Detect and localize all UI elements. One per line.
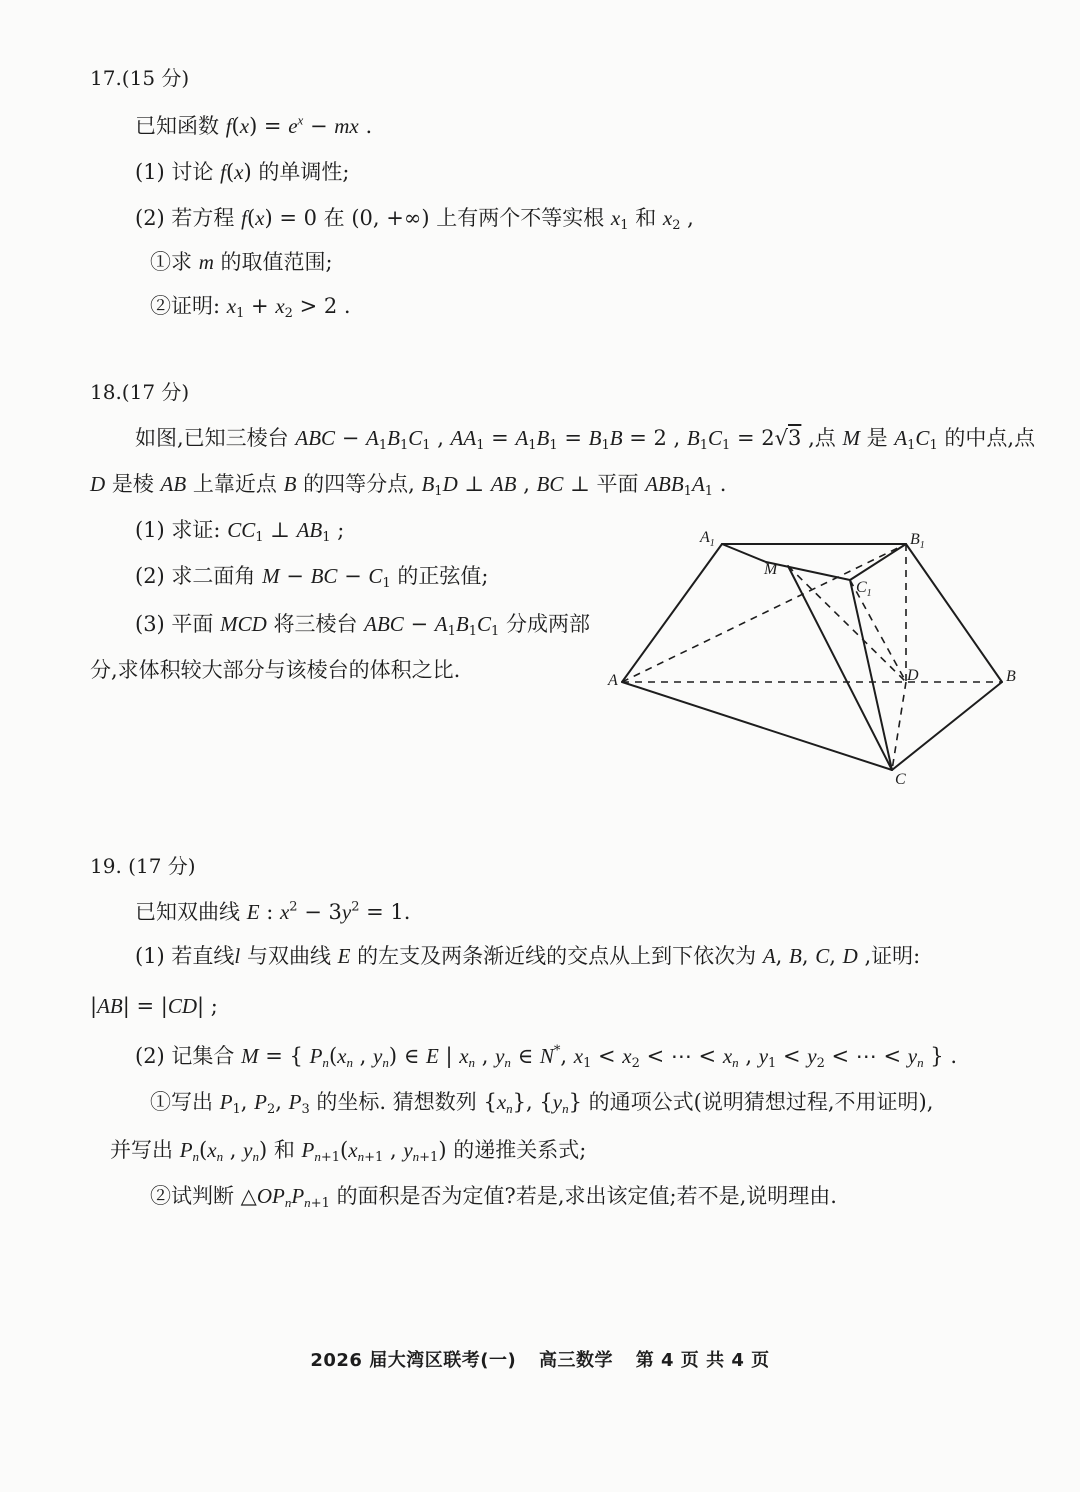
label-B1: $B_1$ bbox=[910, 531, 925, 551]
q17-part2: (2) 若方程 f(x) = 0 在 (0, +∞) 上有两个不等实根 $x_1$ 和 $x_2$ , bbox=[135, 206, 694, 233]
label-M: M bbox=[764, 561, 778, 578]
label-C: C bbox=[895, 771, 906, 788]
label-D: D bbox=[907, 667, 919, 684]
q18-part1: (1) 求证: $CC_1$ ⊥ $AB_1$ ; bbox=[135, 518, 345, 545]
edge-A1M bbox=[722, 544, 766, 562]
q17-part1: (1) 讨论 f(x) 的单调性; bbox=[135, 160, 350, 184]
q18-part3: (3) 平面 MCD 将三棱台 ABC − $A_1B_1C_1$ 分成两部 bbox=[135, 612, 590, 639]
label-A: A bbox=[608, 672, 618, 689]
frustum-figure bbox=[600, 522, 1030, 792]
q19-intro: 已知双曲线 E : $x^2 - 3y^2 = 1$. bbox=[135, 899, 411, 924]
footer-subject: 高三数学 bbox=[538, 1350, 613, 1371]
label-A1: $A_1$ bbox=[700, 529, 715, 549]
edge-B1C1 bbox=[850, 544, 906, 580]
q19-part2-2: ②试判断 $\triangle OP_nP_{n+1}$ 的面积是否为定值?若是,求出该定值;若不是,说明理由. bbox=[150, 1184, 837, 1211]
q19-part2-1-cont: 并写出 $P_n(x_n$ , $y_n$) 和 $P_{n+1}(x_{n+1}$ , $y_{n+1}$) 的递推关系式; bbox=[110, 1138, 587, 1165]
edge-B1B bbox=[906, 544, 1002, 682]
edge-C1C bbox=[850, 580, 892, 770]
q18-part2: (2) 求二面角 M − BC − $C_1$ 的正弦值; bbox=[135, 564, 489, 591]
q19-part2-1: ①写出 $P_1$, $P_2$, $P_3$ 的坐标. 猜想数列 $\{x_n\}$, $\{y_n\}$ 的通项公式(说明猜想过程,不用证明), bbox=[150, 1090, 934, 1117]
q18-heading: 18.(17 分) bbox=[90, 380, 190, 404]
q17-part2-1: ①求 m 的取值范围; bbox=[150, 250, 333, 274]
q18-line2: D 是棱 AB 上靠近点 B 的四等分点, $B_1D$ ⊥ AB , BC ⊥ 平面 $ABB_1A_1$ . bbox=[90, 472, 727, 499]
edge-A1A bbox=[622, 544, 722, 682]
footer-exam: 2026 届大湾区联考(一) bbox=[310, 1350, 517, 1371]
q19-heading: 19. (17 分) bbox=[90, 854, 196, 878]
footer-page: 第 4 页 共 4 页 bbox=[635, 1350, 770, 1371]
q18-line1: 如图,已知三棱台 ABC − $A_1B_1C_1$ , $AA_1 = A_1B_1 = B_1B = 2$ , $B_1C_1 = 2√3$ ,点 M 是 $A_1C_1$ 的中点,点 bbox=[135, 426, 1036, 453]
q19-part1-eq: |AB| = |CD| ; bbox=[90, 994, 218, 1018]
edge-DC-hidden bbox=[892, 682, 906, 770]
edge-AC bbox=[622, 682, 892, 770]
q17-part2-2: ②证明: $x_1 + x_2 > 2$ . bbox=[150, 294, 351, 321]
edge-MD-hidden bbox=[788, 566, 906, 682]
label-B: B bbox=[1006, 668, 1016, 685]
q17-heading: 17.(15 分) bbox=[90, 66, 190, 90]
q19-part1: (1) 若直线l 与双曲线 E 的左支及两条渐近线的交点从上到下依次为 A, B, C, D ,证明: bbox=[135, 944, 921, 968]
edge-BC bbox=[892, 682, 1002, 770]
q18-part3-cont: 分,求体积较大部分与该棱台的体积之比. bbox=[90, 658, 461, 682]
page-footer bbox=[0, 1346, 1080, 1372]
edge-MC bbox=[788, 566, 892, 770]
label-C1: $C_1$ bbox=[856, 579, 872, 599]
q19-part2: (2) 记集合 M = { $P_n(x_n$ , $y_n$) ∈ E | $x_n$ , $y_n$ ∈ N*, $x_1 < x_2$ < ⋯ < $x_n$ , $y_1 < y_2$ < ⋯ < $y_n$ } . bbox=[135, 1043, 957, 1071]
q17-intro: 已知函数 $f(x) = e^x$ − mx . bbox=[135, 112, 373, 138]
